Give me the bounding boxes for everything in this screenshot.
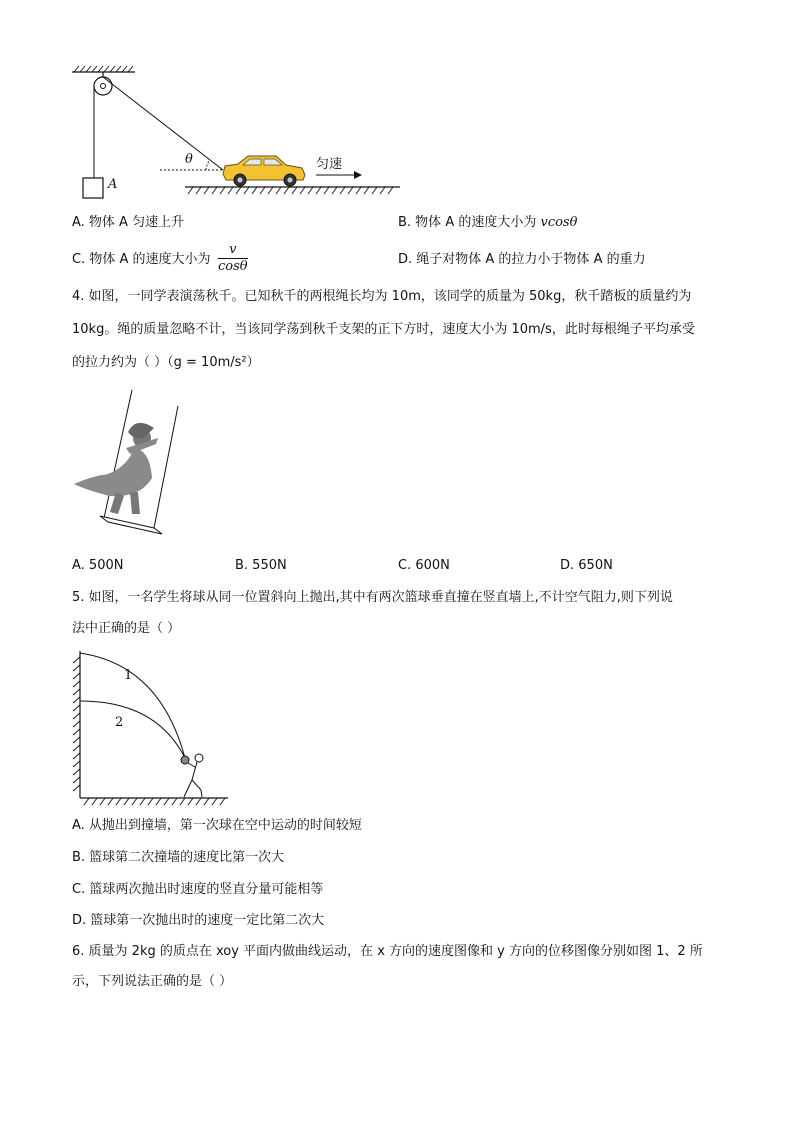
direction-label: 匀速 [316,157,343,172]
q3-option-d: D. 绳子对物体 A 的拉力小于物体 A 的重力 [398,252,646,267]
q4-option-a: A. 500N [72,558,124,573]
q4-line-3: 的拉力约为（ ）（g = 10m/s²） [72,355,260,370]
q5-line-1: 5. 如图，一名学生将球从同一位置斜向上抛出,其中有两次篮球垂直撞在竖直墙上,不计空气阻力,则下列说 [72,590,673,605]
q5-option-b: B. 篮球第二次撞墙的速度比第一次大 [72,850,285,865]
q4-option-d: D. 650N [560,558,613,573]
block-a-label: A [108,177,118,192]
q3-option-c-text: C. 物体 A 的速度大小为 [72,252,211,267]
swing-figure [70,388,190,538]
q5-line-2: 法中正确的是（ ） [72,621,181,636]
car-icon [223,156,305,186]
q3-option-c-fraction: $\frac{v}{\cos\theta}$ [218,242,248,274]
q3-option-b: B. 物体 A 的速度大小为 vcosθ [398,215,578,230]
q4-line-2: 10kg。绳的质量忽略不计，当该同学荡到秋千支架的正下方时，速度大小为 10m/s，此时每根绳子平均承受 [72,322,695,337]
q4-option-c: C. 600N [398,558,450,573]
q6-line-2: 示，下列说法正确的是（ ） [72,974,233,989]
q6-line-1: 6. 质量为 2kg 的质点在 xoy 平面内做曲线运动，在 x 方向的速度图像和 y 方向的位移图像分别如图 1、2 所 [72,944,703,959]
theta-label: θ [185,152,193,167]
basketball-wall-figure [68,645,238,810]
pulley-car-figure [60,62,420,202]
q3-option-a: A. 物体 A 匀速上升 [72,215,185,230]
path-2-label: 2 [115,715,124,730]
q5-option-c: C. 篮球两次抛出时速度的竖直分量可能相等 [72,882,324,897]
q5-option-d: D. 篮球第一次抛出时的速度一定比第二次大 [72,913,325,928]
q5-option-a: A. 从抛出到撞墙，第一次球在空中运动的时间较短 [72,818,362,833]
q4-option-b: B. 550N [235,558,287,573]
path-1-label: 1 [124,668,133,683]
q4-line-1: 4. 如图，一同学表演荡秋千。已知秋千的两根绳长均为 10m，该同学的质量为 50kg，秋千踏板的质量约为 [72,289,692,304]
